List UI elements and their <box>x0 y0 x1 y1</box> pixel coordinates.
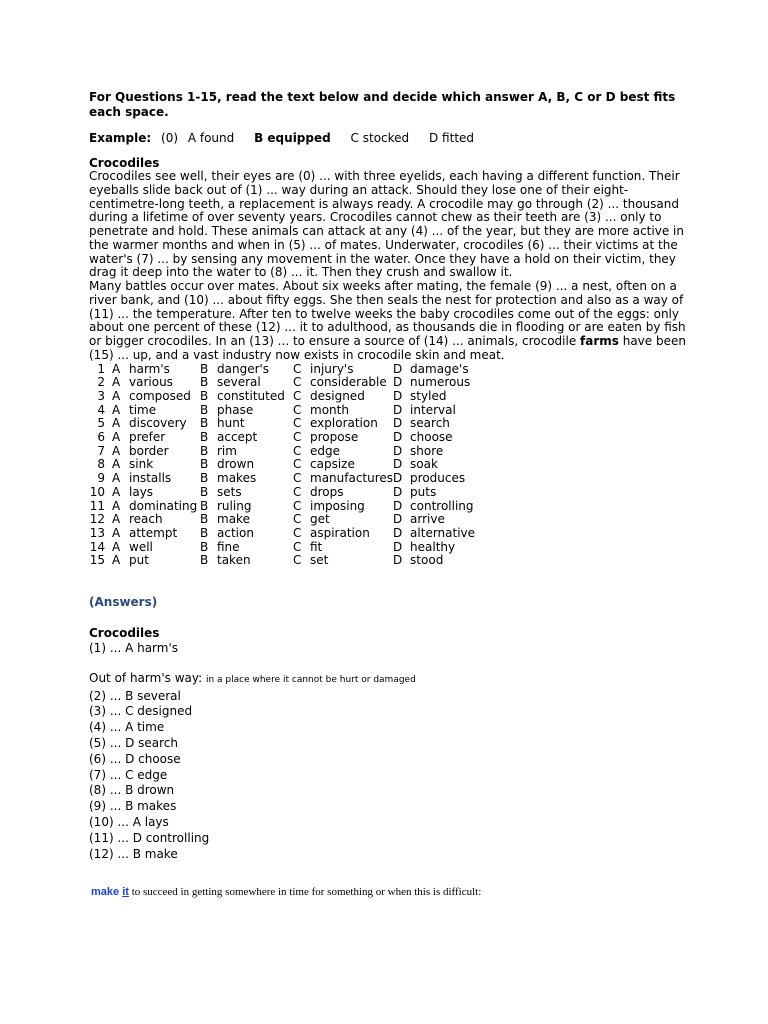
option-d: arrive <box>410 512 445 527</box>
option-row <box>89 472 490 486</box>
passage-paragraph-1: Crocodiles see well, their eyes are (0) ... with three eyelids, each having a different function. Their eyeballs slide back out of (1) ... way during an attack. Should they lose one of their eight-centimetre-long teeth, a replacement is always ready. A crocodile may go through (2) ... thousand during a lifetime of over seventy years. Crocodiles cannot chew as their teeth are (3) ... only to penetrate and hold. These animals can attack at any (4) ... of the year, but they are more active in the warmer months and when in (5) ... of mates. Underwater, crocodiles (6) ... their victims at the water's (7) ... by sensing any movement in the water. Once they have a hold on their victim, they drag it deep into the water to (8) ... it. Then they crush and swallow it. <box>89 169 684 280</box>
option-letter-a: A <box>112 430 121 445</box>
answer-item: (2) ... B several <box>89 688 181 703</box>
option-c: month <box>310 402 349 417</box>
option-row <box>89 486 490 500</box>
option-c: aspiration <box>310 525 370 540</box>
option-d: stood <box>410 553 444 568</box>
option-letter-c: C <box>293 361 302 376</box>
option-number: 13 <box>89 525 105 540</box>
option-letter-d: D <box>393 388 403 403</box>
example-option-d: D fitted <box>429 131 475 145</box>
option-number: 5 <box>97 416 105 431</box>
option-c: capsize <box>310 457 355 472</box>
option-d: styled <box>410 388 447 403</box>
option-letter-a: A <box>112 457 121 472</box>
option-b: accept <box>217 430 258 445</box>
option-number: 7 <box>97 443 105 458</box>
option-letter-c: C <box>293 471 302 486</box>
option-letter-c: C <box>293 402 302 417</box>
option-row <box>89 363 490 377</box>
option-number: 12 <box>89 512 105 527</box>
option-d: numerous <box>410 375 471 390</box>
option-letter-b: B <box>200 402 209 417</box>
option-d: healthy <box>410 539 456 554</box>
option-row <box>89 554 490 568</box>
option-letter-b: B <box>200 430 209 445</box>
option-row <box>89 390 490 404</box>
option-letter-c: C <box>293 375 302 390</box>
option-d: search <box>410 416 450 431</box>
option-c: fit <box>310 539 323 554</box>
option-letter-b: B <box>200 525 209 540</box>
option-letter-a: A <box>112 484 121 499</box>
option-letter-c: C <box>293 388 302 403</box>
option-letter-a: A <box>112 553 121 568</box>
paragraph-2-bold-word: farms <box>580 334 619 348</box>
option-letter-d: D <box>393 498 403 513</box>
answer-item: (4) ... A time <box>89 720 165 735</box>
option-a: well <box>129 539 153 554</box>
option-a: dominating <box>129 498 198 513</box>
option-number: 3 <box>97 388 105 403</box>
option-number: 10 <box>89 484 105 499</box>
option-a: sink <box>129 457 154 472</box>
option-a: composed <box>129 388 191 403</box>
option-d: choose <box>410 430 453 445</box>
option-c: exploration <box>310 416 378 431</box>
instructions: For Questions 1-15, read the text below and decide which answer A, B, C or D best fits each space. <box>89 90 676 119</box>
option-letter-c: C <box>293 443 302 458</box>
definition-term-word[interactable]: make <box>91 886 120 898</box>
option-letter-a: A <box>112 375 121 390</box>
option-number: 11 <box>89 498 105 513</box>
option-letter-c: C <box>293 525 302 540</box>
option-row <box>89 445 490 459</box>
option-letter-b: B <box>200 361 209 376</box>
option-a: discovery <box>129 416 187 431</box>
option-c: get <box>310 512 330 527</box>
option-b: ruling <box>217 498 252 513</box>
option-row <box>89 513 490 527</box>
option-letter-b: B <box>200 498 209 513</box>
option-letter-a: A <box>112 388 121 403</box>
example-option-b: B equipped <box>254 131 331 145</box>
option-c: edge <box>310 443 340 458</box>
option-row <box>89 376 490 390</box>
option-a: lays <box>129 484 154 499</box>
option-letter-c: C <box>293 416 302 431</box>
option-a: harm's <box>129 361 170 376</box>
option-a: put <box>129 553 149 568</box>
option-d: puts <box>410 484 437 499</box>
option-letter-b: B <box>200 471 209 486</box>
option-row <box>89 431 490 445</box>
option-letter-a: A <box>112 525 121 540</box>
option-c: designed <box>310 388 365 403</box>
answers-list <box>89 689 689 863</box>
option-letter-a: A <box>112 471 121 486</box>
definition-term-it[interactable]: it <box>122 886 129 898</box>
option-letter-d: D <box>393 457 403 472</box>
option-number: 8 <box>97 457 105 472</box>
option-letter-b: B <box>200 388 209 403</box>
option-a: prefer <box>129 430 166 445</box>
answer-item: (6) ... D choose <box>89 751 181 766</box>
option-letter-b: B <box>200 375 209 390</box>
option-row <box>89 404 490 418</box>
answer-item: (3) ... C designed <box>89 704 193 719</box>
option-b: make <box>217 512 250 527</box>
option-a: various <box>129 375 173 390</box>
option-b: action <box>217 525 254 540</box>
option-letter-c: C <box>293 457 302 472</box>
option-b: drown <box>217 457 255 472</box>
passage-title: Crocodiles <box>89 156 160 170</box>
content <box>89 90 689 862</box>
option-letter-d: D <box>393 443 403 458</box>
option-b: taken <box>217 553 251 568</box>
answer-item: (10) ... A lays <box>89 815 169 830</box>
option-letter-d: D <box>393 361 403 376</box>
option-letter-b: B <box>200 443 209 458</box>
option-letter-d: D <box>393 430 403 445</box>
option-letter-c: C <box>293 498 302 513</box>
option-letter-d: D <box>393 553 403 568</box>
option-number: 9 <box>97 471 105 486</box>
options-table <box>89 363 490 569</box>
answers-title: Crocodiles <box>89 626 160 641</box>
answer-1: (1) ... A harm's <box>89 641 179 656</box>
option-b: fine <box>217 539 240 554</box>
option-letter-a: A <box>112 402 121 417</box>
option-b: constituted <box>217 388 285 403</box>
answers-link[interactable]: (Answers) <box>89 595 158 610</box>
option-number: 14 <box>89 539 105 554</box>
option-letter-d: D <box>393 484 403 499</box>
option-b: rim <box>217 443 237 458</box>
option-letter-a: A <box>112 416 121 431</box>
option-a: border <box>129 443 169 458</box>
option-d: shore <box>410 443 444 458</box>
example-option-a: A found <box>187 131 235 145</box>
option-number: 2 <box>97 375 105 390</box>
option-b: danger's <box>217 361 270 376</box>
option-a: attempt <box>129 525 178 540</box>
option-letter-d: D <box>393 375 403 390</box>
option-d: soak <box>410 457 438 472</box>
option-number: 4 <box>97 402 105 417</box>
option-letter-d: D <box>393 512 403 527</box>
passage-paragraph-2 <box>89 280 689 363</box>
option-letter-b: B <box>200 539 209 554</box>
option-row <box>89 500 490 514</box>
option-letter-a: A <box>112 512 121 527</box>
option-letter-b: B <box>200 512 209 527</box>
option-a: installs <box>129 471 172 486</box>
option-c: drops <box>310 484 344 499</box>
option-letter-b: B <box>200 553 209 568</box>
option-row <box>89 417 490 431</box>
option-row <box>89 458 490 472</box>
definition-text: to succeed in getting somewhere in time for something or when this is difficult: <box>131 886 482 898</box>
option-letter-c: C <box>293 539 302 554</box>
option-letter-c: C <box>293 553 302 568</box>
option-letter-a: A <box>112 361 121 376</box>
option-letter-a: A <box>112 539 121 554</box>
option-c: imposing <box>310 498 365 513</box>
answer-note <box>89 671 689 689</box>
option-c: injury's <box>310 361 354 376</box>
option-c: manufactures <box>310 471 394 486</box>
answer-item: (8) ... B drown <box>89 783 175 798</box>
option-d: interval <box>410 402 456 417</box>
option-letter-d: D <box>393 525 403 540</box>
answer-item: (5) ... D search <box>89 736 178 751</box>
example-label: Example: <box>89 131 152 145</box>
option-letter-a: A <box>112 498 121 513</box>
option-b: several <box>217 375 261 390</box>
option-row <box>89 541 490 555</box>
example-number: (0) <box>161 131 179 145</box>
option-a: reach <box>129 512 163 527</box>
option-letter-a: A <box>112 443 121 458</box>
option-letter-d: D <box>393 402 403 417</box>
option-number: 15 <box>89 553 105 568</box>
option-d: controlling <box>410 498 474 513</box>
option-letter-c: C <box>293 430 302 445</box>
option-c: set <box>310 553 329 568</box>
option-b: sets <box>217 484 242 499</box>
option-number: 1 <box>97 361 105 376</box>
option-letter-b: B <box>200 457 209 472</box>
option-c: propose <box>310 430 359 445</box>
option-letter-d: D <box>393 539 403 554</box>
example-line <box>89 131 689 146</box>
option-d: produces <box>410 471 466 486</box>
paragraph-2-text-end: have been (15) ... up, and a vast industry now exists in crocodile skin and meat. <box>89 334 686 362</box>
option-d: damage's <box>410 361 469 376</box>
option-a: time <box>129 402 157 417</box>
definition <box>91 886 481 898</box>
option-letter-c: C <box>293 484 302 499</box>
option-letter-c: C <box>293 512 302 527</box>
answer-item: (11) ... D controlling <box>89 830 210 845</box>
answer-note-label: Out of harm's way: <box>89 670 203 685</box>
answer-item: (12) ... B make <box>89 846 178 861</box>
option-d: alternative <box>410 525 476 540</box>
answer-item: (9) ... B makes <box>89 799 177 814</box>
option-b: phase <box>217 402 254 417</box>
option-number: 6 <box>97 430 105 445</box>
option-letter-d: D <box>393 416 403 431</box>
option-letter-d: D <box>393 471 403 486</box>
answer-note-text: in a place where it cannot be hurt or damaged <box>205 674 416 685</box>
paragraph-2-text-start: Many battles occur over mates. About six weeks after mating, the female (9) ... a nest, often on a river bank, and (10) ... about fifty eggs. She then seals the nest for protection and also as a way of (11) ... the temperature. After ten to twelve weeks the baby crocodiles come out of the eggs: only about one percent of these (12) ... it to adulthood, as thousands die in flooding or are eaten by fish or bigger crocodiles. In an (13) ... to ensure a source of (14) ... animals, crocodile <box>89 279 686 348</box>
option-c: considerable <box>310 375 387 390</box>
option-b: makes <box>217 471 257 486</box>
option-b: hunt <box>217 416 245 431</box>
answer-item: (7) ... C edge <box>89 767 168 782</box>
option-letter-b: B <box>200 484 209 499</box>
definition-term[interactable] <box>91 886 129 898</box>
option-row <box>89 527 490 541</box>
option-letter-b: B <box>200 416 209 431</box>
example-option-c: C stocked <box>350 131 410 145</box>
